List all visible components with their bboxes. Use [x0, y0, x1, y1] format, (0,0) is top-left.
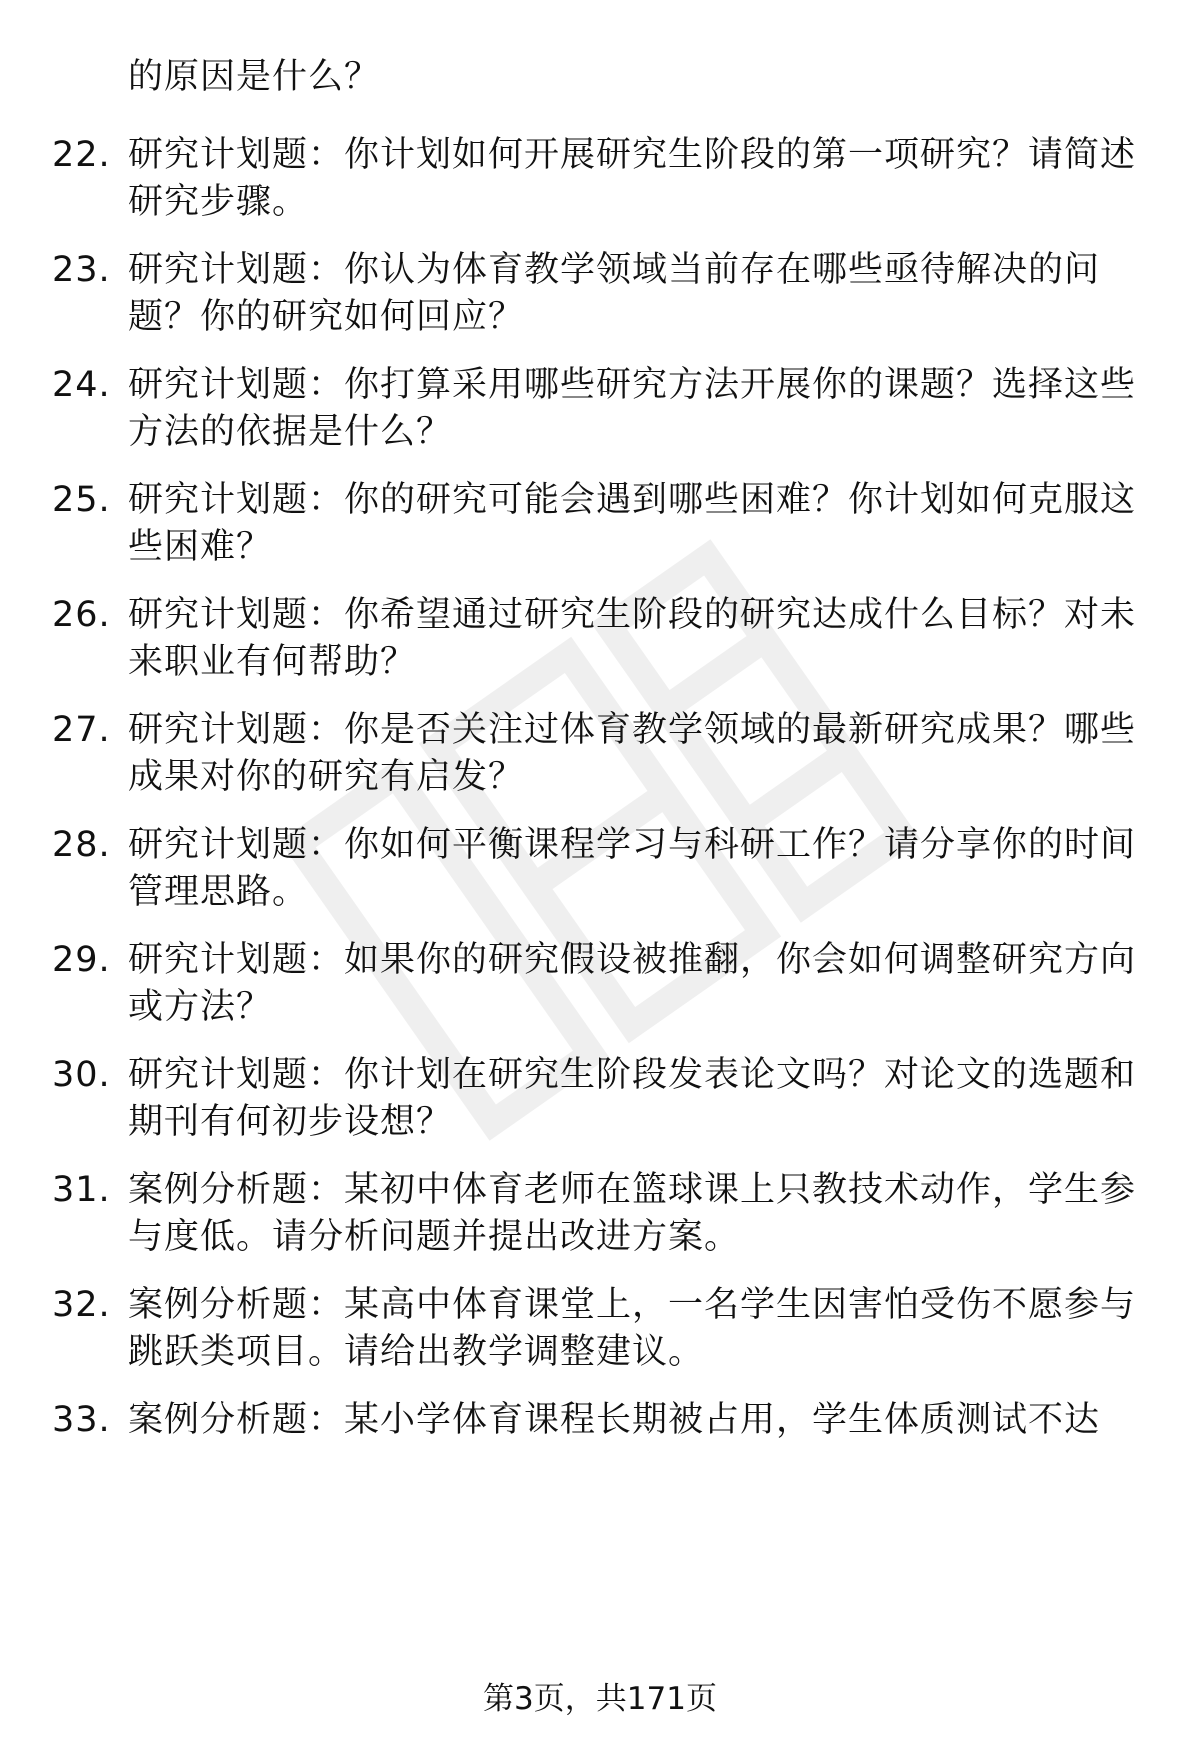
question-text: 研究计划题：你认为体育教学领域当前存在哪些亟待解决的问 — [128, 250, 1101, 290]
question-text-continued: 成果对你的研究有启发？ — [128, 757, 525, 797]
question-text-continued: 研究步骤。 — [128, 182, 309, 222]
question-text: 案例分析题：某高中体育课堂上，一名学生因害怕受伤不愿参与 — [128, 1285, 1137, 1325]
question-text-continued: 题？你的研究如何回应？ — [128, 297, 525, 337]
question-text-continued: 管理思路。 — [128, 872, 309, 912]
question-text-continued: 些困难？ — [128, 527, 273, 567]
question-text: 的原因是什么？ — [128, 57, 381, 97]
question-text: 研究计划题：你计划在研究生阶段发表论文吗？对论文的选题和 — [128, 1055, 1137, 1095]
question-text: 研究计划题：你打算采用哪些研究方法开展你的课题？选择这些 — [128, 365, 1137, 405]
question-number: 32. — [52, 1285, 111, 1325]
question-number: 23. — [52, 250, 111, 290]
question-number: 33. — [52, 1400, 111, 1440]
question-number: 25. — [52, 480, 111, 520]
question-number: 24. — [52, 365, 111, 405]
question-number: 26. — [52, 595, 111, 635]
question-text: 研究计划题：你的研究可能会遇到哪些困难？你计划如何克服这 — [128, 480, 1137, 520]
question-number: 28. — [52, 825, 111, 865]
question-number: 27. — [52, 710, 111, 750]
question-text-continued: 跳跃类项目。请给出教学调整建议。 — [128, 1332, 705, 1372]
question-text: 研究计划题：你计划如何开展研究生阶段的第一项研究？请简述 — [128, 135, 1137, 175]
question-text-continued: 来职业有何帮助？ — [128, 642, 417, 682]
question-number: 29. — [52, 940, 111, 980]
question-number: 22. — [52, 135, 111, 175]
question-text: 研究计划题：你希望通过研究生阶段的研究达成什么目标？对未 — [128, 595, 1137, 635]
question-text: 研究计划题：你如何平衡课程学习与科研工作？请分享你的时间 — [128, 825, 1137, 865]
question-text: 案例分析题：某小学体育课程长期被占用，学生体质测试不达 — [128, 1400, 1101, 1440]
question-text: 案例分析题：某初中体育老师在篮球课上只教技术动作，学生参 — [128, 1170, 1137, 1210]
question-text: 研究计划题：你是否关注过体育教学领域的最新研究成果？哪些 — [128, 710, 1137, 750]
question-text-continued: 期刊有何初步设想？ — [128, 1102, 453, 1142]
question-number: 31. — [52, 1170, 111, 1210]
question-text-continued: 或方法？ — [128, 987, 273, 1027]
page-footer: 第3页，共171页 — [483, 1681, 717, 1717]
question-text: 研究计划题：如果你的研究假设被推翻，你会如何调整研究方向 — [128, 940, 1137, 980]
question-text-continued: 方法的依据是什么？ — [128, 412, 453, 452]
question-number: 30. — [52, 1055, 111, 1095]
question-text-continued: 与度低。请分析问题并提出改进方案。 — [128, 1217, 741, 1257]
